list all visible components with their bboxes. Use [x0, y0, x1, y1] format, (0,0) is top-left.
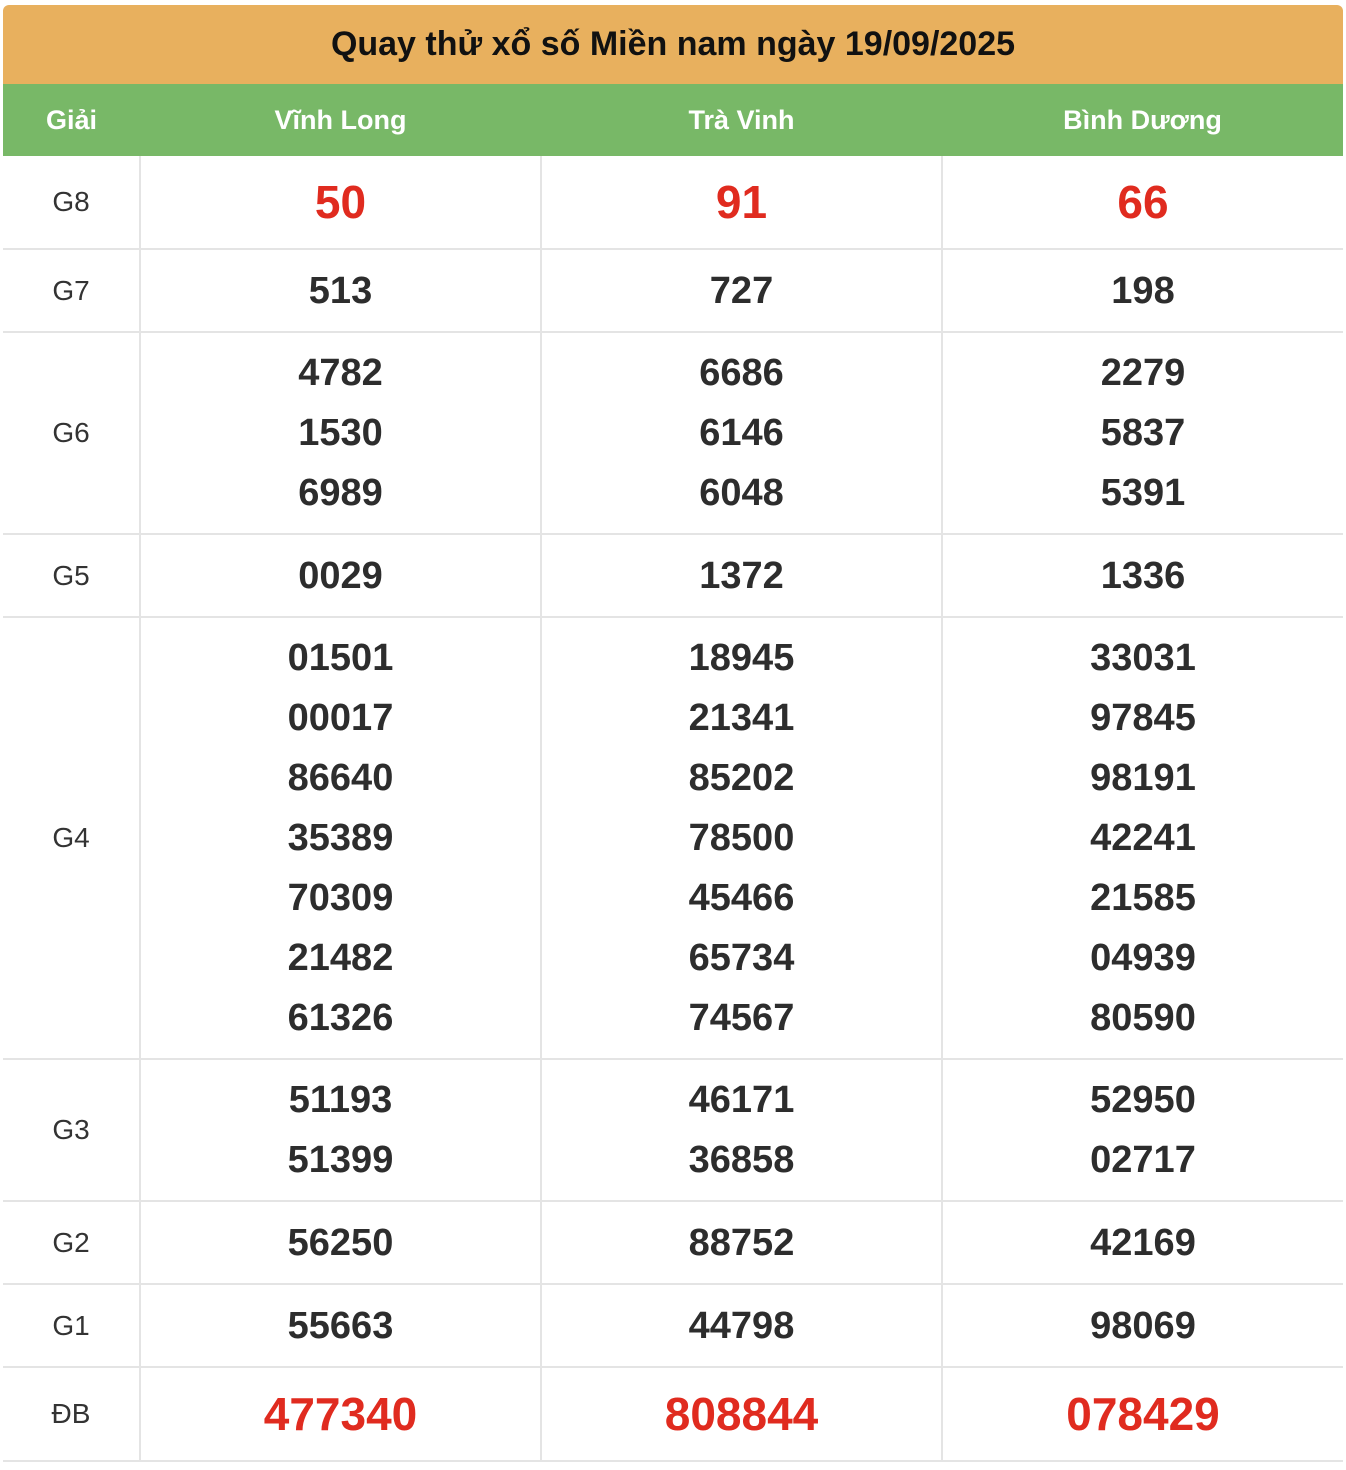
- result-cell: [140, 1059, 541, 1201]
- result-number: 00017: [287, 697, 394, 739]
- result-number: 21585: [1090, 877, 1196, 919]
- prize-row-g7: [3, 249, 1343, 332]
- result-number: 46171: [688, 1079, 795, 1121]
- result-cell: [541, 332, 942, 534]
- prize-label: G7: [3, 249, 140, 332]
- result-number: 078429: [1066, 1388, 1220, 1440]
- result-cell: [140, 332, 541, 534]
- result-number: 808844: [664, 1388, 819, 1440]
- result-cell: [942, 249, 1343, 332]
- result-number: 36858: [688, 1139, 795, 1181]
- prize-label: G3: [3, 1059, 140, 1201]
- result-number: 6989: [298, 472, 383, 514]
- result-number: 86640: [287, 757, 394, 799]
- result-cell: [140, 249, 541, 332]
- result-cell: [541, 1059, 942, 1201]
- result-number: 6686: [699, 352, 784, 394]
- result-number: 98069: [1090, 1304, 1196, 1347]
- result-number: 6048: [699, 472, 784, 514]
- result-cell: [541, 534, 942, 617]
- result-number: 55663: [287, 1304, 394, 1347]
- result-cell: [942, 617, 1343, 1059]
- result-number: 04939: [1090, 937, 1196, 979]
- result-cell: [942, 1201, 1343, 1284]
- result-number: 97845: [1090, 697, 1196, 739]
- result-cell: [942, 1059, 1343, 1201]
- result-cell: [140, 1367, 541, 1461]
- result-cell: [541, 1284, 942, 1367]
- result-number: 5837: [1100, 412, 1186, 454]
- result-number: 44798: [688, 1304, 795, 1347]
- results-body: [3, 156, 1343, 1461]
- prize-row-g8: [3, 156, 1343, 249]
- prize-row-special: [3, 1367, 1343, 1461]
- result-number: 78500: [688, 817, 795, 859]
- prize-label: ĐB: [3, 1367, 140, 1461]
- prize-row-g6: [3, 332, 1343, 534]
- result-number: 88752: [688, 1221, 795, 1264]
- result-number: 5391: [1100, 472, 1186, 514]
- result-cell: [541, 1367, 942, 1461]
- result-number: 91: [715, 176, 768, 228]
- prize-label: G4: [3, 617, 140, 1059]
- result-cell: [140, 617, 541, 1059]
- result-number: 727: [709, 269, 774, 312]
- result-number: 2279: [1100, 352, 1186, 394]
- result-number: 66: [1117, 176, 1169, 228]
- result-number: 01501: [287, 637, 394, 679]
- result-cell: [541, 1201, 942, 1284]
- result-number: 198: [1111, 269, 1175, 312]
- result-number: 18945: [688, 637, 795, 679]
- result-number: 02717: [1090, 1139, 1196, 1181]
- result-number: 6146: [699, 412, 784, 454]
- prize-label: G1: [3, 1284, 140, 1367]
- prize-label: G8: [3, 156, 140, 249]
- result-number: 45466: [688, 877, 795, 919]
- result-number: 0029: [298, 554, 383, 597]
- result-cell: [140, 1284, 541, 1367]
- result-number: 50: [314, 176, 367, 228]
- result-number: 1336: [1100, 554, 1186, 597]
- result-cell: [942, 1367, 1343, 1461]
- result-number: 98191: [1090, 757, 1196, 799]
- result-number: 33031: [1090, 637, 1196, 679]
- result-cell: [942, 332, 1343, 534]
- result-number: 70309: [287, 877, 394, 919]
- result-number: 513: [308, 269, 373, 312]
- result-number: 477340: [263, 1388, 418, 1440]
- result-number: 21341: [688, 697, 795, 739]
- result-cell: [942, 1284, 1343, 1367]
- result-number: 42169: [1090, 1221, 1196, 1264]
- result-number: 4782: [298, 352, 383, 394]
- table-header-row: [3, 84, 1343, 156]
- prize-label: G6: [3, 332, 140, 534]
- prize-label: G5: [3, 534, 140, 617]
- result-number: 1372: [699, 554, 784, 597]
- result-number: 65734: [688, 937, 795, 979]
- result-number: 51399: [287, 1139, 394, 1181]
- result-number: 74567: [688, 997, 795, 1039]
- result-number: 85202: [688, 757, 795, 799]
- result-number: 52950: [1090, 1079, 1196, 1121]
- header-province-vinh-long[interactable]: Vĩnh Long: [140, 84, 541, 156]
- page-title: Quay thử xổ số Miền nam ngày 19/09/2025: [3, 5, 1343, 84]
- prize-row-g3: [3, 1059, 1343, 1201]
- result-number: 35389: [287, 817, 394, 859]
- result-number: 56250: [287, 1221, 394, 1264]
- result-number: 80590: [1090, 997, 1196, 1039]
- result-cell: [140, 1201, 541, 1284]
- result-cell: [942, 156, 1343, 249]
- prize-row-g2: [3, 1201, 1343, 1284]
- result-number: 1530: [298, 412, 383, 454]
- header-prize: Giải: [3, 84, 140, 156]
- header-province-binh-duong[interactable]: Bình Dương: [942, 84, 1343, 156]
- result-cell: [140, 534, 541, 617]
- result-number: 61326: [287, 997, 394, 1039]
- prize-label: G2: [3, 1201, 140, 1284]
- header-province-tra-vinh[interactable]: Trà Vinh: [541, 84, 942, 156]
- result-cell: [541, 249, 942, 332]
- lottery-results-panel: [3, 5, 1343, 1462]
- result-number: 21482: [287, 937, 394, 979]
- result-number: 42241: [1090, 817, 1196, 859]
- result-cell: [541, 617, 942, 1059]
- prize-row-g1: [3, 1284, 1343, 1367]
- result-cell: [541, 156, 942, 249]
- prize-row-g4: [3, 617, 1343, 1059]
- result-cell: [942, 534, 1343, 617]
- result-cell: [140, 156, 541, 249]
- result-number: 51193: [288, 1079, 393, 1121]
- prize-row-g5: [3, 534, 1343, 617]
- results-table: [3, 84, 1343, 1462]
